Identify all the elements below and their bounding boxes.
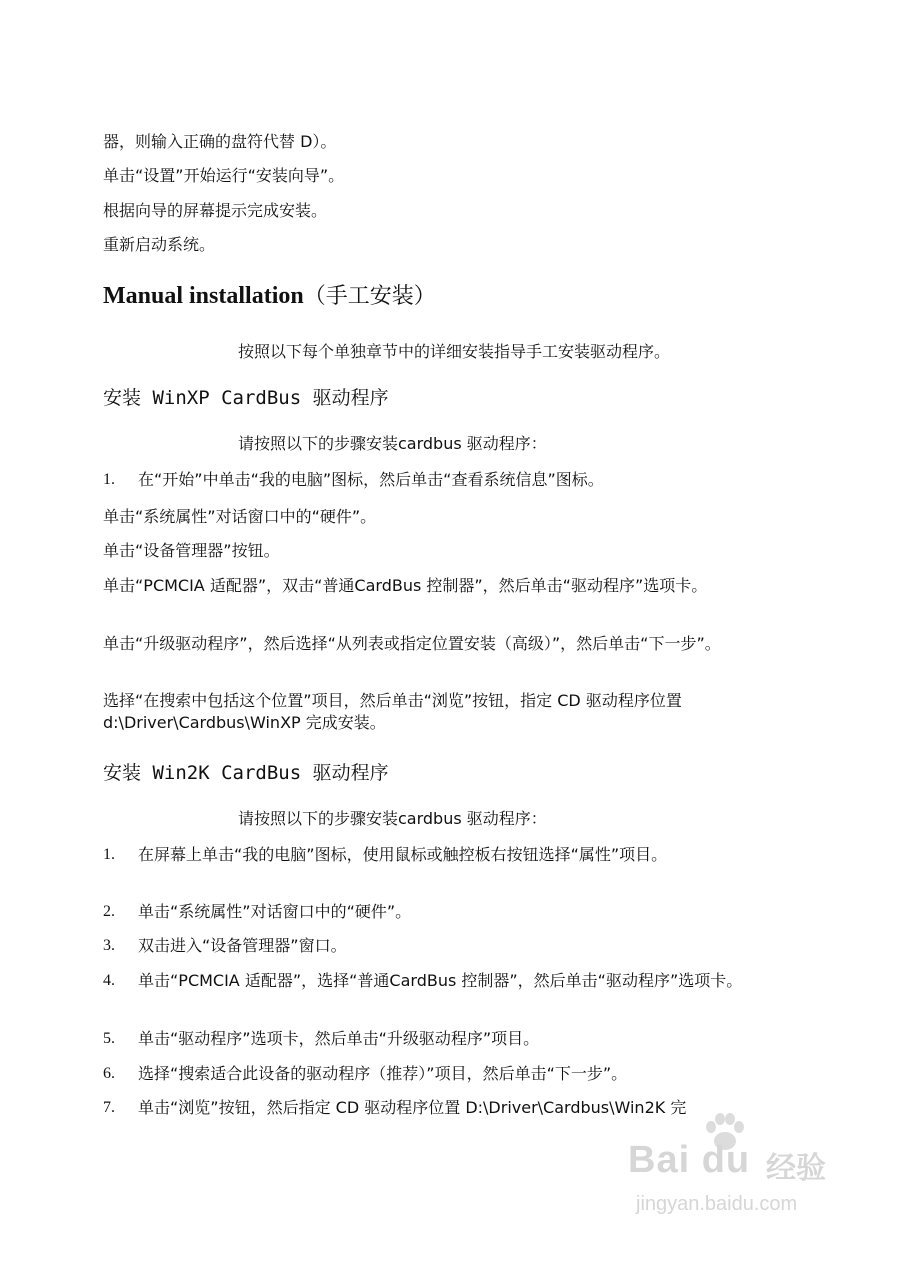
text-line: 重新启动系统。 (103, 235, 216, 254)
win2k-step-7: 单击“浏览”按钮，然后指定 CD 驱动程序位置 D:\Driver\Cardbus\Win2K 完 (138, 1098, 687, 1117)
win2k-step-2: 单击“系统属性”对话窗口中的“硬件”。 (138, 902, 412, 921)
win2k-step-6: 选择“搜索适合此设备的驱动程序（推荐）”项目，然后单击“下一步”。 (138, 1064, 628, 1083)
watermark-logo: Bai du (628, 1139, 751, 1181)
winxp-para: 单击“PCMCIA 适配器”，双击“普通CardBus 控制器”，然后单击“驱动程序”选项卡。 (103, 576, 708, 595)
step-number: 3. (103, 937, 115, 954)
win2k-step-3: 双击进入“设备管理器”窗口。 (138, 936, 347, 955)
section-title-manual (103, 281, 436, 312)
step-number: 5. (103, 1030, 115, 1047)
win2k-step-5: 单击“驱动程序”选项卡，然后单击“升级驱动程序”项目。 (138, 1029, 540, 1048)
win2k-intro: 请按照以下的步骤安装cardbus 驱动程序： (238, 809, 547, 828)
text-line: 根据向导的屏幕提示完成安装。 (103, 201, 328, 220)
manual-intro: 按照以下每个单独章节中的详细安装指导手工安装驱动程序。 (238, 342, 671, 361)
text-line: 器，则输入正确的盘符代替 D）。 (103, 132, 337, 151)
step-number: 6. (103, 1065, 115, 1082)
text-line: 单击“设置”开始运行“安装向导”。 (103, 166, 345, 185)
title-cn: （手工安装） (303, 284, 436, 309)
winxp-para: 选择“在搜索中包括这个位置”项目，然后单击“浏览”按钮，指定 CD 驱动程序位置 d:\Driver\Cardbus\WinXP 完成安装。 (103, 691, 682, 732)
step-number: 1. (103, 846, 115, 863)
winxp-para: 单击“系统属性”对话窗口中的“硬件”。 (103, 507, 377, 526)
step-number: 7. (103, 1099, 115, 1116)
winxp-para: 单击“设备管理器”按钮。 (103, 541, 280, 560)
step-number: 2. (103, 903, 115, 920)
heading-winxp: 安装 WinXP CardBus 驱动程序 (103, 387, 389, 409)
title-en: Manual installation (103, 283, 304, 309)
step-number: 4. (103, 972, 115, 989)
win2k-step-1: 在屏幕上单击“我的电脑”图标，使用鼠标或触控板右按钮选择“属性”项目。 (138, 845, 668, 864)
winxp-intro: 请按照以下的步骤安装cardbus 驱动程序： (238, 434, 547, 453)
watermark-logo-cn: 经验 (766, 1151, 826, 1186)
heading-win2k: 安装 Win2K CardBus 驱动程序 (103, 762, 389, 784)
step-number: 1. (103, 471, 115, 488)
winxp-para: 单击“升级驱动程序”，然后选择“从列表或指定位置安装（高级）”，然后单击“下一步”。 (103, 634, 721, 653)
baidu-watermark (628, 1125, 838, 1235)
win2k-step-4: 单击“PCMCIA 适配器”，选择“普通CardBus 控制器”，然后单击“驱动程序”选项卡。 (138, 971, 743, 990)
winxp-step-1: 在“开始”中单击“我的电脑”图标，然后单击“查看系统信息”图标。 (138, 470, 604, 489)
watermark-url: jingyan.baidu.com (636, 1193, 798, 1215)
